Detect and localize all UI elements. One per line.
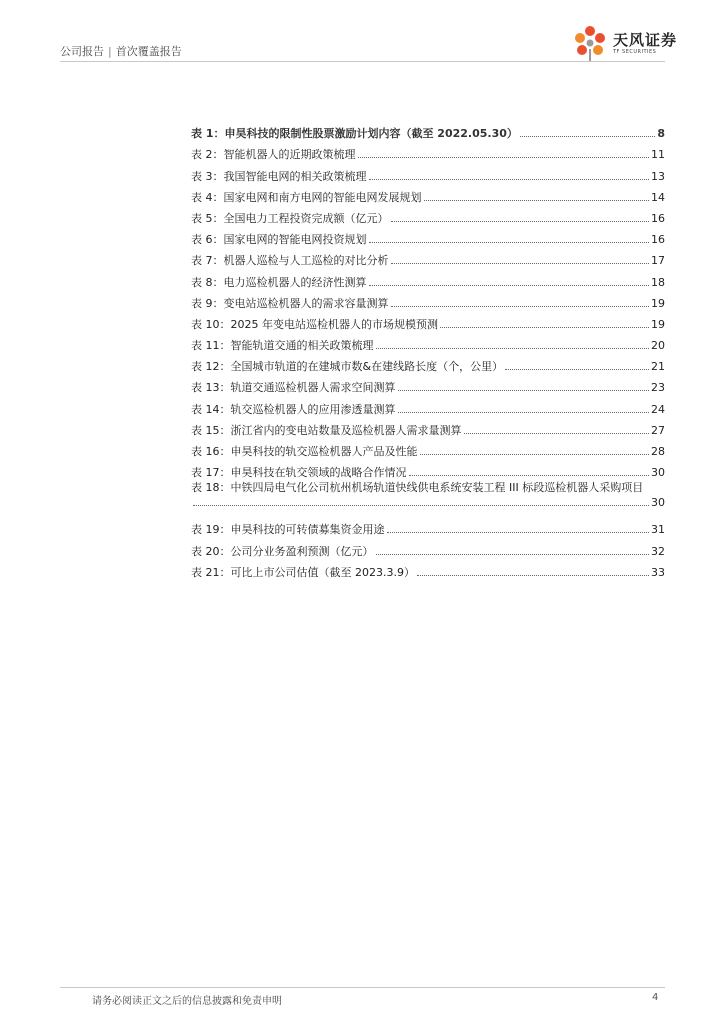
toc-leader xyxy=(398,390,650,391)
toc-leader xyxy=(369,179,650,180)
toc-entry-page: 13 xyxy=(651,169,665,183)
toc-leader xyxy=(391,306,650,307)
toc-entry[interactable] xyxy=(191,120,665,141)
toc-leader xyxy=(391,263,650,264)
report-category: 公司报告 xyxy=(60,45,104,58)
toc-entry-page: 21 xyxy=(651,360,665,374)
toc-entry[interactable] xyxy=(191,395,665,416)
toc-entry[interactable] xyxy=(191,459,665,480)
toc-entry[interactable] xyxy=(191,374,665,395)
toc-leader xyxy=(520,136,655,137)
toc-entry-label: 表 4：国家电网和南方电网的智能电网发展规划 xyxy=(191,190,422,204)
toc-entry-page: 16 xyxy=(651,211,665,225)
toc-entry-page: 24 xyxy=(651,402,665,416)
report-type: 首次覆盖报告 xyxy=(115,45,182,58)
toc-entry[interactable] xyxy=(191,438,665,459)
toc-entry[interactable] xyxy=(191,480,665,516)
toc-entry-label: 表 9：变电站巡检机器人的需求容量测算 xyxy=(191,296,389,310)
toc-entry-label: 表 19：申昊科技的可转债募集资金用途 xyxy=(191,523,385,537)
toc-entry-page: 19 xyxy=(651,317,665,331)
toc-entry-page: 31 xyxy=(651,523,665,537)
toc-leader xyxy=(193,505,649,506)
toc-entry-page: 16 xyxy=(651,233,665,247)
toc-entry[interactable] xyxy=(191,205,665,226)
report-header xyxy=(60,43,182,59)
toc-entry[interactable] xyxy=(191,516,665,537)
toc-leader xyxy=(391,221,650,222)
toc-entry-label: 表 12：全国城市轨道的在建城市数&在建线路长度（个，公里） xyxy=(191,360,504,374)
toc-leader xyxy=(505,369,649,370)
toc-entry-page: 11 xyxy=(651,148,665,162)
toc-entry-page: 32 xyxy=(651,544,665,558)
toc-entry-page: 33 xyxy=(651,565,665,579)
toc-entry-label: 表 7：机器人巡检与人工巡检的对比分析 xyxy=(191,254,389,268)
toc-entry-label: 表 17：申昊科技在轨交领域的战略合作情况 xyxy=(191,466,407,480)
toc-leader xyxy=(376,554,650,555)
toc-entry-label: 表 18：中铁四局电气化公司杭州机场轨道快线供电系统安装工程 III 标段巡检机器人采购项目 xyxy=(191,481,644,495)
header-separator: | xyxy=(108,44,112,58)
toc-entry-label: 表 1：申昊科技的限制性股票激励计划内容（截至 2022.05.30） xyxy=(191,127,518,141)
toc-leader xyxy=(417,575,649,576)
toc-entry-label: 表 15：浙江省内的变电站数量及巡检机器人需求量测算 xyxy=(191,423,462,437)
toc-entry-label: 表 8：电力巡检机器人的经济性测算 xyxy=(191,275,367,289)
toc-entry[interactable] xyxy=(191,417,665,438)
company-logo xyxy=(570,22,677,64)
toc-entry-continuation xyxy=(191,495,665,510)
toc-entry-page: 18 xyxy=(651,275,665,289)
toc-entry-page: 30 xyxy=(651,496,665,510)
toc-leader xyxy=(424,200,650,201)
toc-entry[interactable] xyxy=(191,353,665,374)
toc-entry-label: 表 21：可比上市公司估值（截至 2023.3.9） xyxy=(191,565,415,579)
toc-leader xyxy=(376,348,650,349)
logo-name-cn: 天风证券 xyxy=(613,30,678,49)
toc-entry-page: 27 xyxy=(651,423,665,437)
toc-leader xyxy=(440,327,649,328)
page-number: 4 xyxy=(652,992,659,1003)
toc-entry-label: 表 11：智能轨道交通的相关政策梳理 xyxy=(191,339,374,353)
toc-entry-page: 28 xyxy=(651,445,665,458)
toc-entry[interactable] xyxy=(191,290,665,311)
toc-leader xyxy=(409,475,650,476)
toc-entry-label: 表 10：2025 年变电站巡检机器人的市场规模预测 xyxy=(191,317,438,331)
toc-entry-page: 30 xyxy=(651,466,665,480)
toc-entry-label: 表 6：国家电网的智能电网投资规划 xyxy=(191,233,367,247)
toc-entry-label: 表 5：全国电力工程投资完成额（亿元） xyxy=(191,211,389,225)
toc-entry-page: 17 xyxy=(651,254,665,268)
toc-entry[interactable] xyxy=(191,268,665,289)
toc-leader xyxy=(369,242,650,243)
toc-entry-page: 8 xyxy=(657,127,665,141)
footer-disclaimer: 请务必阅读正文之后的信息披露和免责申明 xyxy=(92,996,282,1007)
toc-entry-label: 表 14：轨交巡检机器人的应用渗透量测算 xyxy=(191,402,396,416)
toc-leader xyxy=(464,433,650,434)
toc-entry[interactable] xyxy=(191,332,665,353)
toc-entry[interactable] xyxy=(191,226,665,247)
table-of-contents xyxy=(191,120,665,580)
toc-entry-page: 19 xyxy=(651,296,665,310)
logo-name-en: TF SECURITIES xyxy=(613,48,657,55)
toc-entry[interactable] xyxy=(191,162,665,183)
header-divider xyxy=(60,61,665,62)
toc-leader xyxy=(398,412,650,413)
toc-entry-label: 表 13：轨道交通巡检机器人需求空间测算 xyxy=(191,381,396,395)
toc-entry-label: 表 3：我国智能电网的相关政策梳理 xyxy=(191,169,367,183)
toc-entry-page: 14 xyxy=(651,190,665,204)
toc-leader xyxy=(369,285,650,286)
toc-entry[interactable] xyxy=(191,184,665,205)
toc-entry-page: 23 xyxy=(651,381,665,395)
toc-entry[interactable] xyxy=(191,247,665,268)
footer-divider xyxy=(60,987,665,988)
toc-leader xyxy=(420,454,650,455)
toc-entry[interactable] xyxy=(191,537,665,558)
toc-entry[interactable] xyxy=(191,559,665,580)
toc-leader xyxy=(387,532,650,533)
toc-entry-label: 表 2：智能机器人的近期政策梳理 xyxy=(191,148,356,162)
toc-entry-label: 表 20：公司分业务盈利预测（亿元） xyxy=(191,544,374,558)
toc-leader xyxy=(358,157,650,158)
toc-entry[interactable] xyxy=(191,141,665,162)
toc-entry-page: 20 xyxy=(651,339,665,353)
toc-entry-label: 表 16：申昊科技的轨交巡检机器人产品及性能 xyxy=(191,445,418,458)
toc-entry[interactable] xyxy=(191,311,665,332)
tf-securities-flower-icon xyxy=(570,22,610,64)
